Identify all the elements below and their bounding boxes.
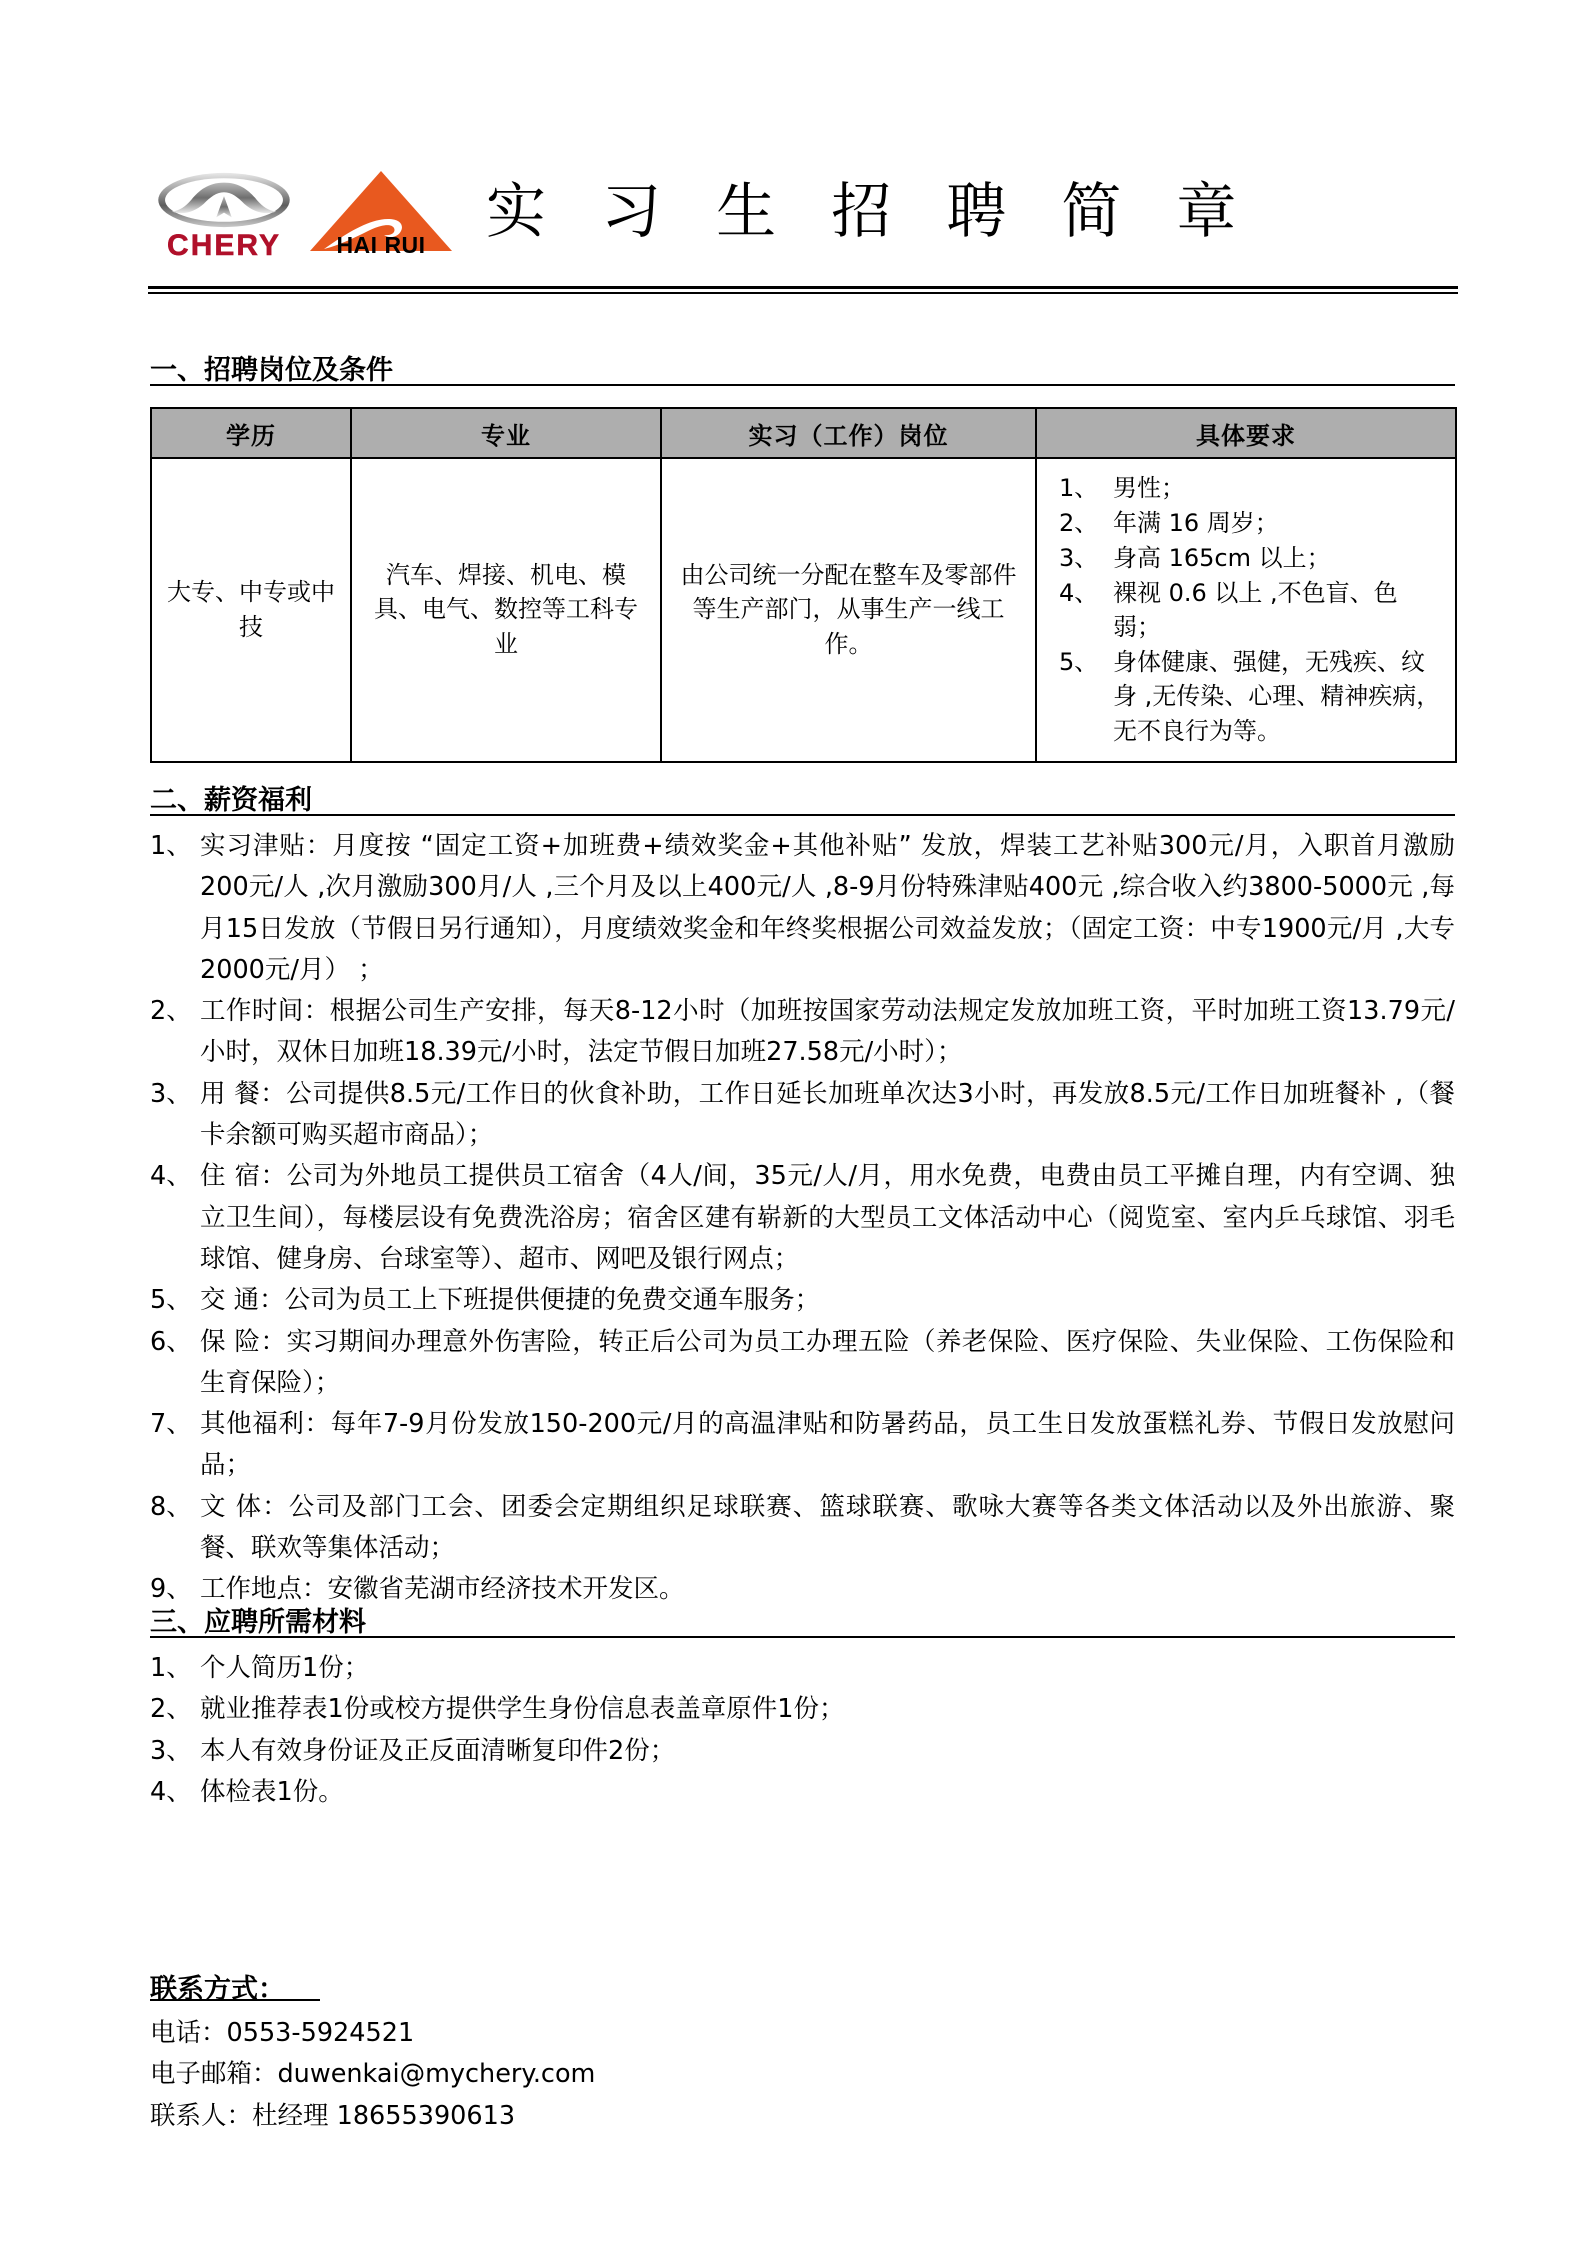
requirement-number: 5、	[1059, 648, 1099, 677]
benefit-text: 用 餐：公司提供8.5元/工作日的伙食补助，工作日延长加班单次达3小时，再发放8.5元/工作日加班餐补 ,（餐卡余额可购买超市商品）；	[200, 1078, 1455, 1151]
material-text: 个人简历1份；	[200, 1653, 370, 1683]
benefit-item	[150, 1074, 1455, 1157]
benefit-text: 其他福利：每年7-9月份发放150-200元/月的高温津贴和防暑药品，员工生日发放蛋糕礼券、节假日发放慰问品；	[200, 1409, 1455, 1481]
benefit-item	[150, 991, 1455, 1074]
section-3-underline	[150, 1636, 1455, 1638]
col-header-major: 专业	[351, 408, 661, 458]
page-title: 实 习 生 招 聘 简 章	[486, 177, 1255, 247]
hairui-wordmark: HAI RUI	[336, 231, 426, 258]
benefits-list	[150, 826, 1455, 1611]
requirement-text: 年满 16 周岁；	[1113, 509, 1279, 538]
benefit-item	[150, 1156, 1455, 1280]
cell-education: 大专、中专或中技	[151, 458, 351, 762]
benefit-number: 8、	[150, 1491, 192, 1522]
benefit-number: 5、	[150, 1285, 192, 1316]
material-number: 1、	[150, 1653, 192, 1683]
material-item	[150, 1731, 1455, 1772]
benefit-number: 3、	[150, 1078, 192, 1109]
table-row	[151, 458, 1456, 762]
requirement-text: 男性；	[1113, 474, 1185, 502]
table-header-row	[151, 408, 1456, 458]
materials-list	[150, 1648, 1455, 1813]
chery-wordmark: CHERY	[167, 228, 281, 262]
benefit-number: 9、	[150, 1574, 192, 1605]
requirement-number: 2、	[1059, 509, 1099, 538]
requirement-text: 裸视 0.6 以上 ,不色盲、色弱；	[1113, 579, 1398, 642]
benefit-item	[150, 1404, 1455, 1487]
benefit-number: 1、	[150, 831, 192, 861]
benefit-text: 工作地点：安徽省芜湖市经济技术开发区。	[200, 1574, 685, 1605]
col-header-education: 学历	[151, 408, 351, 458]
benefit-item	[150, 1487, 1455, 1570]
contact-phone: 电话：0553-5924521	[150, 2018, 415, 2048]
cell-requirements	[1036, 458, 1456, 762]
cell-major: 汽车、焊接、机电、模具、电气、数控等工科专业	[351, 458, 661, 762]
section-3-heading: 三、应聘所需材料	[150, 1607, 366, 1638]
benefit-number: 4、	[150, 1161, 192, 1192]
material-number: 4、	[150, 1776, 192, 1807]
benefit-number: 6、	[150, 1326, 192, 1357]
requirement-item	[1059, 576, 1445, 644]
requirement-item	[1059, 506, 1445, 540]
material-number: 3、	[150, 1735, 192, 1766]
cell-position: 由公司统一分配在整车及零部件等生产部门，从事生产一线工作。	[661, 458, 1036, 762]
benefit-text: 交 通：公司为员工上下班提供便捷的免费交通车服务；	[200, 1285, 821, 1316]
document-header	[148, 155, 1458, 270]
benefit-item	[150, 826, 1455, 991]
contact-person: 联系人：杜经理 18655390613	[150, 2100, 516, 2131]
material-text: 本人有效身份证及正反面清晰复印件2份；	[200, 1735, 676, 1766]
requirement-item	[1059, 471, 1445, 505]
requirement-item	[1059, 541, 1445, 575]
benefit-text: 文 体：公司及部门工会、团委会定期组织足球联赛、篮球联赛、歌咏大赛等各类文体活动以及外出旅游、聚餐、联欢等集体活动；	[200, 1491, 1455, 1564]
requirement-item	[1059, 645, 1445, 747]
benefit-number: 7、	[150, 1409, 192, 1440]
benefit-text: 保 险：实习期间办理意外伤害险，转正后公司为员工办理五险（养老保险、医疗保险、失业保险、工伤保险和生育保险）；	[200, 1326, 1455, 1398]
col-header-position: 实习（工作）岗位	[661, 408, 1036, 458]
benefit-item	[150, 1280, 1455, 1321]
benefit-number: 2、	[150, 996, 192, 1027]
contact-heading: 联系方式：	[150, 1974, 285, 2005]
requirement-text: 身体健康、强健，无残疾、纹身 ,无传染、心理、精神疾病，无不良行为等。	[1113, 648, 1441, 745]
chery-emblem-icon	[155, 171, 293, 229]
section-1-underline	[150, 384, 1455, 386]
chery-logo	[148, 165, 300, 261]
contact-heading-underline	[150, 1999, 320, 2001]
section-2-underline	[150, 814, 1455, 816]
material-text: 体检表1份。	[200, 1776, 344, 1807]
material-number: 2、	[150, 1694, 192, 1725]
requirement-text: 身高 165cm 以上；	[1113, 544, 1331, 573]
hairui-logo	[306, 163, 456, 263]
section-1-heading: 一、招聘岗位及条件	[150, 355, 393, 386]
contact-email: 电子邮箱：duwenkai@mychery.com	[150, 2059, 596, 2090]
section-2-heading: 二、薪资福利	[150, 785, 312, 816]
material-item	[150, 1689, 1455, 1730]
recruitment-table	[150, 407, 1457, 763]
requirements-list	[1059, 471, 1445, 748]
col-header-requirements: 具体要求	[1036, 408, 1456, 458]
benefit-text: 工作时间：根据公司生产安排，每天8-12小时（加班按国家劳动法规定发放加班工资，平时加班工资13.79元/小时，双休日加班18.39元/小时，法定节假日加班27.58元/小时）；	[200, 996, 1455, 1068]
header-divider	[148, 286, 1458, 294]
benefit-item	[150, 1322, 1455, 1405]
requirement-number: 1、	[1059, 474, 1099, 502]
material-item	[150, 1772, 1455, 1813]
benefit-text: 住 宿：公司为外地员工提供员工宿舍（4人/间，35元/人/月，用水免费，电费由员工平摊自理，内有空调、独立卫生间），每楼层设有免费洗浴房；宿舍区建有崭新的大型员工文体活动中心（阅览室、室内乒乓球馆、羽毛球馆、健身房、台球室等）、超市、网吧及银行网点；	[200, 1161, 1455, 1274]
requirement-number: 4、	[1059, 579, 1099, 608]
material-item	[150, 1648, 1455, 1689]
contact-details	[150, 2013, 595, 2137]
requirement-number: 3、	[1059, 544, 1099, 573]
benefit-text: 实习津贴：月度按 “固定工资+加班费+绩效奖金+其他补贴” 发放，焊装工艺补贴300元/月，入职首月激励200元/人 ,次月激励300月/人 ,三个月及以上400元/人 ,8-9月份特殊津贴400元 ,综合收入约3800-5000元 ,每月15日发放（节假日另行通知），月度绩效奖金和年终奖根据公司效益发放；（固定工资：中专1900元/月 ,大专2000元/月） ；	[200, 831, 1455, 985]
material-text: 就业推荐表1份或校方提供学生身份信息表盖章原件1份；	[200, 1694, 845, 1725]
